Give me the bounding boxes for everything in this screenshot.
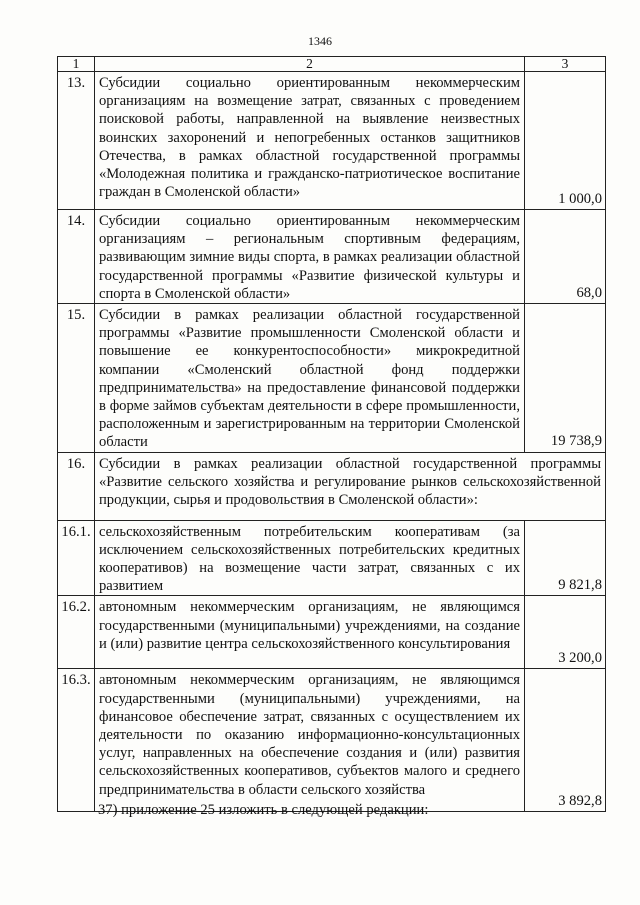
row-amount: 19 738,9	[525, 304, 606, 453]
row-description: Субсидии в рамках реализации областной государственной программы «Развитие сельского хозяйства и регулирование рынков сельскохозяйственной продукции, сырья и продовольствия в Смоленской области»:	[95, 452, 606, 520]
row-number: 14.	[58, 210, 95, 304]
row-amount: 68,0	[525, 210, 606, 304]
row-amount: 3 892,8	[525, 669, 606, 812]
table-row	[58, 520, 606, 596]
table-row	[58, 669, 606, 812]
row-description: Субсидии социально ориентированным некоммерческим организациям на возмещение затрат, связанных с проведением поисковой работы, направленной на выявление неизвестных воинских захоронений и непогребенных останков защитников Отечества, в рамках областной государственной программы «Молодежная политика и гражданско-патриотическое воспитание граждан в Смоленской области»	[95, 72, 525, 210]
column-header-2: 2	[95, 57, 525, 72]
row-number: 15.	[58, 304, 95, 453]
table-row	[58, 452, 606, 520]
subsidies-table	[57, 56, 606, 812]
row-number: 16.1.	[58, 520, 95, 596]
row-amount: 3 200,0	[525, 596, 606, 669]
row-number: 16.2.	[58, 596, 95, 669]
table-header-row	[58, 57, 606, 72]
footer-note: 37) приложение 25 изложить в следующей редакции:	[98, 802, 429, 818]
row-description: автономным некоммерческим организациям, не являющимся государственными (муниципальными) учреждениями, на финансовое обеспечение затрат, связанных с осуществлением их деятельности по оказанию информационно-консультационных услуг, направленных на обеспечение создания и (или) развития сельскохозяйственных кооперативов, субъектов малого и среднего предпринимательства в области сельского хозяйства	[95, 669, 525, 812]
row-number: 13.	[58, 72, 95, 210]
row-number: 16.	[58, 452, 95, 520]
row-description: Субсидии социально ориентированным некоммерческим организациям – региональным спортивным федерациям, развивающим зимние виды спорта, в рамках реализации областной государственной программы «Развитие физической культуры и спорта в Смоленской области»	[95, 210, 525, 304]
table-row	[58, 596, 606, 669]
column-header-1: 1	[58, 57, 95, 72]
row-amount: 1 000,0	[525, 72, 606, 210]
page-number: 1346	[308, 34, 332, 48]
table-row	[58, 72, 606, 210]
row-amount: 9 821,8	[525, 520, 606, 596]
row-number: 16.3.	[58, 669, 95, 812]
row-description: Субсидии в рамках реализации областной государственной программы «Развитие промышленности Смоленской области и повышение ее конкурентоспособности» микрокредитной компании «Смоленский областной фонд поддержки предпринимательства» на предоставление финансовой поддержки в форме займов субъектам деятельности в сфере промышленности, расположенным и зарегистрированным на территории Смоленской области	[95, 304, 525, 453]
row-description: автономным некоммерческим организациям, не являющимся государственными (муниципальными) учреждениями, на создание и (или) развитие центра сельскохозяйственного консультирования	[95, 596, 525, 669]
table-row	[58, 210, 606, 304]
table-row	[58, 304, 606, 453]
row-description: сельскохозяйственным потребительским кооперативам (за исключением сельскохозяйственных потребительских кредитных кооперативов) на возмещение части затрат, связанных с их развитием	[95, 520, 525, 596]
column-header-3: 3	[525, 57, 606, 72]
